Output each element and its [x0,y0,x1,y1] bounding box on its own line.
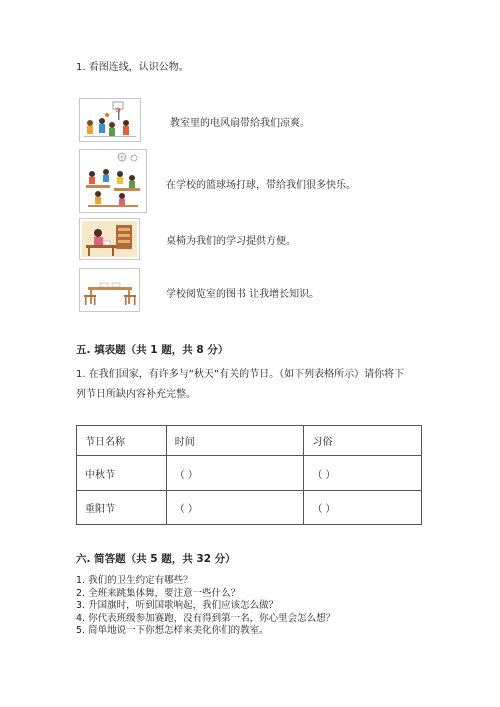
reading-room-image [79,268,140,312]
table-cell: （ ） [304,456,422,491]
list-item: 1. 我们的卫生约定有哪些？ [76,575,193,586]
question-1-title: 1. 看图连线，认识公物。 [76,62,189,73]
section-5-question-line-1: 1. 在我们国家，有许多与“秋天”有关的节日。（如下列表格所示）请你将下 [76,369,405,380]
caption-fan: 教室里的电风扇带给我们凉爽。 [170,118,310,129]
section-6-heading: 六. 简答题（共 5 题，共 32 分） [76,553,236,565]
section-5-heading: 五. 填表题（共 1 题，共 8 分） [76,344,229,356]
basketball-court-image [79,98,141,142]
list-item: 3. 升国旗时，听到国歌响起，我们应该怎么做？ [76,600,279,612]
table-cell: （ ） [166,456,304,491]
table-header-cell: 节日名称 [77,426,167,456]
desk-study-image [79,218,140,260]
caption-basketball: 在学校的篮球场打球，带给我们很多快乐。 [166,180,356,191]
table-cell: （ ） [304,491,422,525]
list-item: 5. 简单地说一下你想怎样来美化你们的教室。 [76,625,269,637]
table-header-row [77,426,422,456]
festival-table [76,425,422,525]
table-header-cell: 时间 [166,426,304,456]
table-row [77,491,422,525]
classroom-image [79,149,147,213]
table-cell: 重阳节 [77,491,167,525]
table-cell: 中秋节 [77,456,167,491]
table-header-cell: 习俗 [304,426,422,456]
caption-library: 学校阅览室的图书 让我增长知识。 [166,289,320,300]
section-6-list [76,575,335,638]
table-cell: （ ） [166,491,304,525]
section-5-question-line-2: 列节日所缺内容补充完整。 [76,389,196,400]
list-item: 4. 你代表班级参加赛跑，没有得到第一名，你心里会怎么想？ [76,612,336,624]
table-row [77,456,422,491]
list-item: 2. 全班来跳集体舞，要注意一些什么？ [76,587,241,599]
caption-desk: 桌椅为我们的学习提供方便。 [166,236,296,247]
